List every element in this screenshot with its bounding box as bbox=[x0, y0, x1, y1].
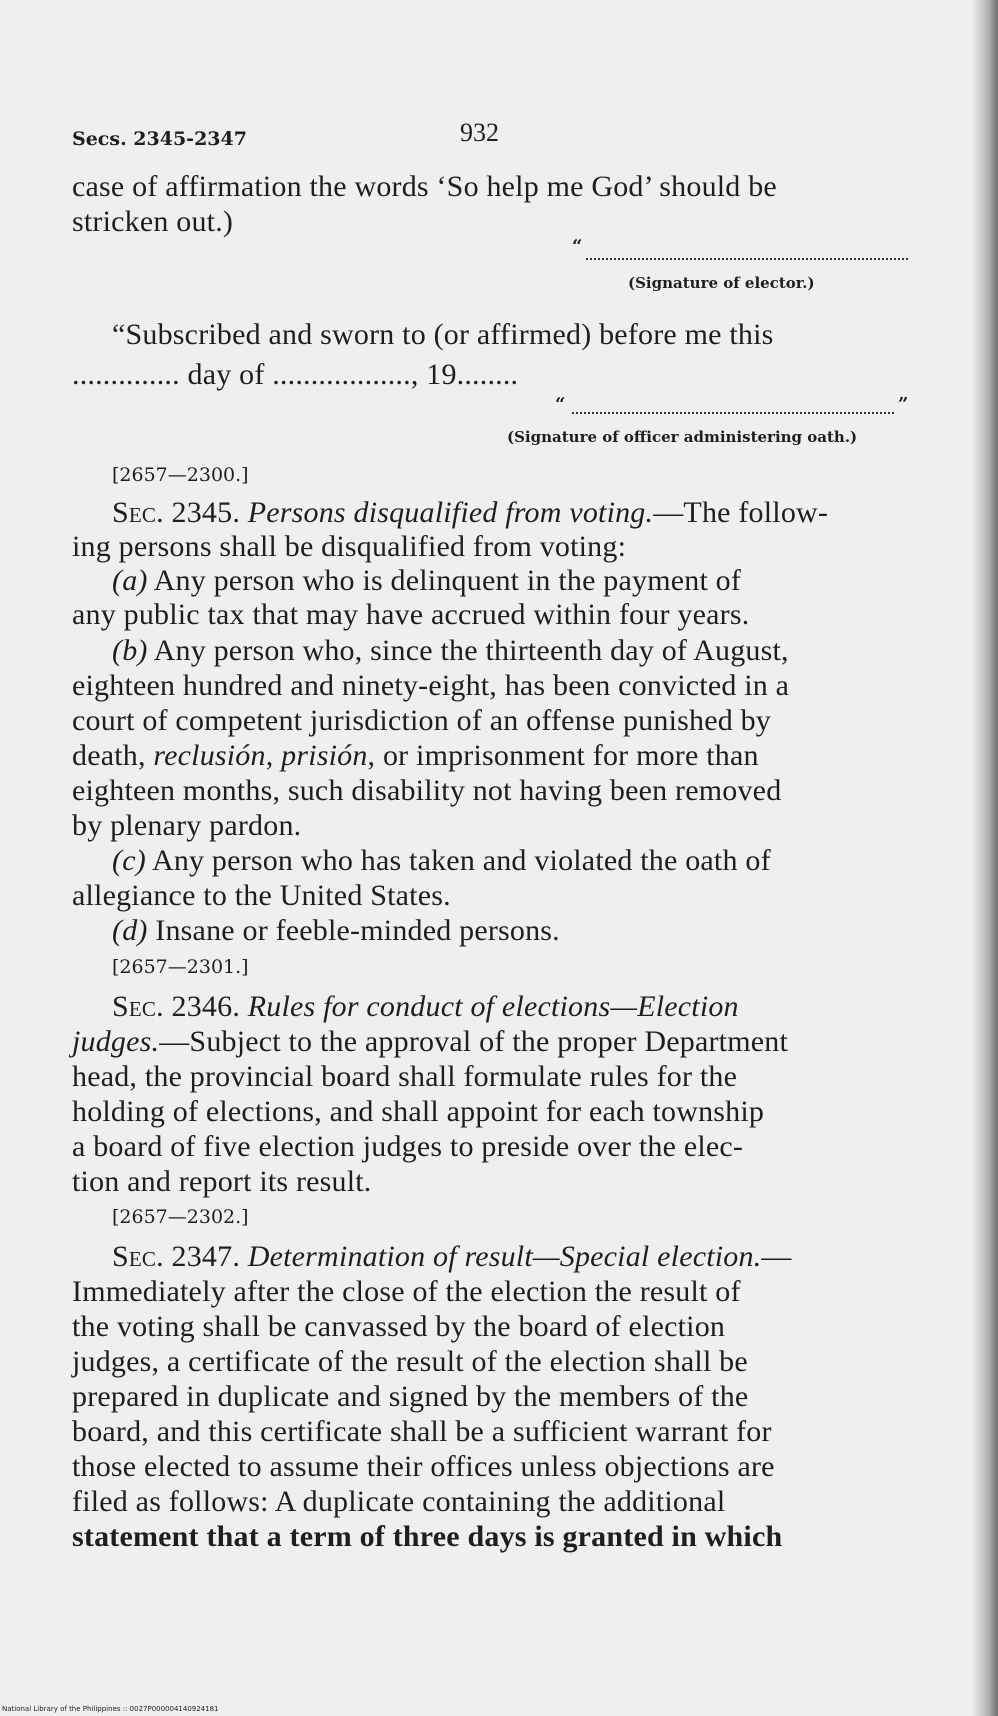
section-2347-heading-line bbox=[112, 1240, 792, 1274]
section-2347-line-9: statement that a term of three days is granted in which bbox=[72, 1520, 783, 1553]
section-2347-title: Determination of result—Special election. bbox=[247, 1240, 762, 1273]
clause-b-line-1 bbox=[112, 634, 789, 668]
clause-c-line-2: allegiance to the United States. bbox=[72, 879, 451, 912]
page-edge-shadow bbox=[972, 0, 998, 1716]
section-2347-line-7: those elected to assume their offices unless objections are bbox=[72, 1450, 775, 1483]
section-2347-reference: [2657—2302.] bbox=[112, 1206, 249, 1228]
clause-b-death: death, bbox=[72, 739, 146, 772]
section-range-header: Secs. 2345-2347 bbox=[72, 128, 247, 150]
section-2346-label: Sec. 2346. bbox=[112, 990, 241, 1023]
clause-d-line-1 bbox=[112, 914, 560, 948]
section-2345-label: Sec. 2345. bbox=[112, 496, 241, 529]
officer-signature-line bbox=[572, 412, 894, 414]
clause-d-text: Insane or feeble-minded persons. bbox=[155, 914, 560, 947]
section-2346-line-5: a board of five election judges to preside over the elec- bbox=[72, 1130, 744, 1163]
section-2347-line-6: board, and this certificate shall be a sufficient warrant for bbox=[72, 1415, 772, 1448]
section-2347-line-5: prepared in duplicate and signed by the members of the bbox=[72, 1380, 749, 1413]
elector-signature-caption: (Signature of elector.) bbox=[628, 274, 815, 292]
clause-a-line-1 bbox=[112, 564, 741, 598]
section-2347-line-8: filed as follows: A duplicate containing the additional bbox=[72, 1485, 726, 1518]
section-2345-heading-line bbox=[112, 496, 828, 530]
section-2345-reference: [2657—2300.] bbox=[112, 464, 249, 486]
quote-open-mark: “ bbox=[572, 236, 583, 257]
clause-b-line-2: eighteen hundred and ninety-eight, has been convicted in a bbox=[72, 669, 790, 702]
clause-d-label: (d) bbox=[112, 914, 148, 947]
section-2345-line-2: ing persons shall be disqualified from voting: bbox=[72, 530, 627, 563]
section-2346-line-4: holding of elections, and shall appoint for each township bbox=[72, 1095, 765, 1128]
clause-b-line-6: by plenary pardon. bbox=[72, 809, 302, 842]
clause-a-line-2: any public tax that may have accrued within four years. bbox=[72, 598, 750, 631]
clause-b-comma: , bbox=[265, 739, 274, 772]
day-blank: .............. bbox=[72, 358, 180, 391]
day-of-text: day of bbox=[187, 358, 265, 391]
section-2347-label: Sec. 2347. bbox=[112, 1240, 241, 1273]
elector-signature-line bbox=[586, 258, 908, 260]
section-2346-line-2 bbox=[72, 1025, 788, 1059]
page-number: 932 bbox=[460, 118, 499, 147]
clause-b-label: (b) bbox=[112, 634, 148, 667]
section-2345-title: Persons disqualified from voting. bbox=[247, 496, 654, 529]
clause-b-reclusion: reclusión bbox=[153, 739, 266, 772]
month-blank: .................. bbox=[272, 358, 411, 391]
year-prefix: , 19 bbox=[410, 358, 457, 391]
oath-line-1: case of affirmation the words ‘So help me God’ should be bbox=[72, 170, 777, 203]
clause-c-label: (c) bbox=[112, 844, 146, 877]
clause-b-text: Any person who, since the thirteenth day of August, bbox=[153, 634, 789, 667]
clause-b-line-5: eighteen months, such disability not having been removed bbox=[72, 774, 782, 807]
oath-line-2: stricken out.) bbox=[72, 205, 234, 238]
section-2345-line1-rest: —The follow- bbox=[653, 496, 829, 529]
section-2347-line-3: the voting shall be canvassed by the board of election bbox=[72, 1310, 726, 1343]
section-2346-heading-line bbox=[112, 990, 739, 1024]
subscribed-line-2 bbox=[72, 358, 518, 392]
clause-b-line-4 bbox=[72, 739, 759, 773]
quote-close-mark: ” bbox=[898, 394, 909, 415]
section-2346-line-6: tion and report its result. bbox=[72, 1165, 372, 1198]
section-2346-reference: [2657—2301.] bbox=[112, 956, 249, 978]
clause-a-label: (a) bbox=[112, 564, 148, 597]
section-2347-line-2: Immediately after the close of the election the result of bbox=[72, 1275, 741, 1308]
clause-c-line-1 bbox=[112, 844, 771, 878]
section-2347-dash: — bbox=[761, 1240, 792, 1273]
quote-open-mark-2: “ bbox=[555, 394, 566, 415]
section-2346-title-end: judges. bbox=[72, 1025, 160, 1058]
library-footer: National Library of the Philippines :: 0027P000004140924181 bbox=[2, 1705, 219, 1713]
clause-b-prision: prisión bbox=[281, 739, 368, 772]
clause-a-text: Any person who is delinquent in the payment of bbox=[153, 564, 742, 597]
section-2346-line-3: head, the provincial board shall formulate rules for the bbox=[72, 1060, 738, 1093]
section-2346-title: Rules for conduct of elections—Election bbox=[247, 990, 739, 1023]
clause-b-line4-rest: , or imprisonment for more than bbox=[367, 739, 759, 772]
clause-b-line-3: court of competent jurisdiction of an offense punished by bbox=[72, 704, 772, 737]
subscribed-line-1: “Subscribed and sworn to (or affirmed) before me this bbox=[112, 318, 774, 351]
year-blank: ........ bbox=[456, 358, 519, 391]
clause-c-text: Any person who has taken and violated the oath of bbox=[151, 844, 771, 877]
section-2346-line2-rest: —Subject to the approval of the proper Department bbox=[159, 1025, 789, 1058]
section-2347-line-4: judges, a certificate of the result of the election shall be bbox=[72, 1345, 748, 1378]
officer-signature-caption: (Signature of officer administering oath.) bbox=[507, 428, 858, 446]
